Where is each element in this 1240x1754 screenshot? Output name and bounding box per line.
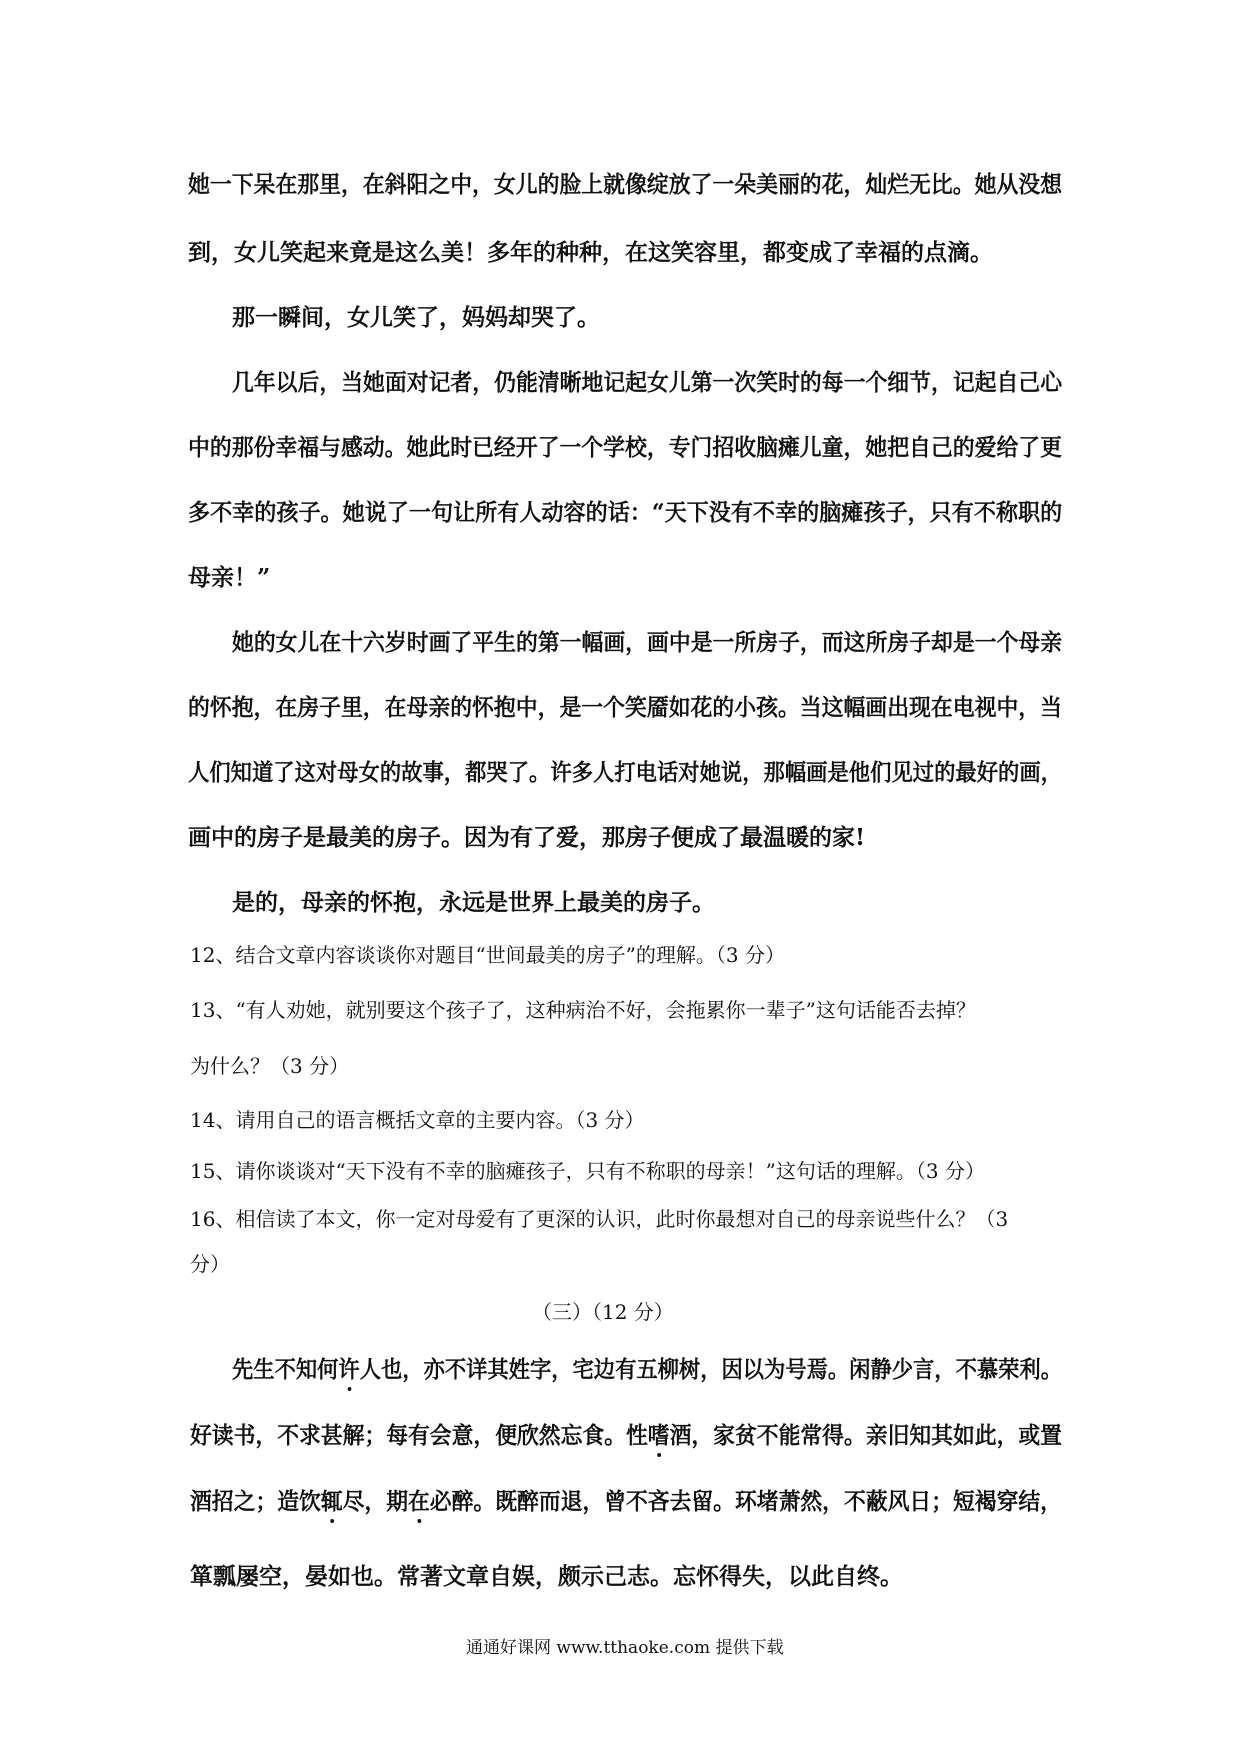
text-segment: 尽，期: [342, 1488, 408, 1515]
passage-line: 到，女儿笑起来竟是这么美！多年的种种，在这笑容里，都变成了幸福的点滴。: [188, 239, 993, 266]
passage-line: 的怀抱，在房子里，在母亲的怀抱中，是一个笑靥如花的小孩。当这幅画出现在电视中，当: [188, 694, 1062, 721]
passage-line: 那一瞬间，女儿笑了，妈妈却哭了。: [232, 304, 600, 331]
section-heading: （三）（12 分）: [532, 1300, 674, 1324]
passage-line: 画中的房子是最美的房子。因为有了爱，那房子便成了最温暖的家!: [188, 824, 866, 851]
question-16: 16、相信读了本文，你一定对母爱有了更深的认识，此时你最想对自己的母亲说些什么？（3: [190, 1207, 1009, 1231]
text-segment: 必醉。既醉而退，曾不吝去留。环堵萧然，不蔽风日；短褐穿结，: [429, 1488, 1062, 1515]
passage-line: 她一下呆在那里，在斜阳之中，女儿的脸上就像绽放了一朵美丽的花，灿烂无比。她从没想: [188, 171, 1062, 198]
passage-line: 人们知道了这对母女的故事，都哭了。许多人打电话对她说，那幅画是他们见过的最好的画，: [188, 759, 1062, 786]
text-segment: 酒招之；造饮: [190, 1488, 321, 1515]
classical-line-2: [190, 1424, 1062, 1447]
question-14: 14、请用自己的语言概括文章的主要内容。（3 分）: [190, 1108, 645, 1132]
classical-line-4: 箪瓢屡空，晏如也。常著文章自娱，颇示己志。忘怀得失，以此自终。: [190, 1563, 903, 1590]
text-segment: 人也，亦不详其姓字，宅边有五柳树，因以为号焉。闲静少言，不慕荣利。: [359, 1356, 1062, 1383]
emphasis-char: 在: [407, 1488, 430, 1515]
question-16-cont: 分）: [190, 1252, 230, 1276]
emphasis-char: 嗜: [647, 1422, 670, 1449]
classical-line-1: [232, 1358, 1062, 1381]
text-segment: 酒，家贫不能常得。亲旧知其如此，或置: [669, 1422, 1062, 1449]
passage-line: 几年以后，当她面对记者，仍能清晰地记起女儿第一次笑时的每一个细节，记起自己心: [232, 369, 1063, 396]
question-12: 12、结合文章内容谈谈你对题目“世间最美的房子”的理解。（3 分）: [190, 943, 785, 967]
passage-line: 多不幸的孩子。她说了一句让所有人动容的话：“天下没有不幸的脑瘫孩子，只有不称职的: [188, 499, 1063, 526]
passage-line: 母亲！”: [188, 564, 271, 591]
text-segment: 好读书，不求甚解；每有会意，便欣然忘食。性: [190, 1422, 648, 1449]
classical-line-3: [190, 1490, 1062, 1513]
question-15: 15、请你谈谈对“天下没有不幸的脑瘫孩子，只有不称职的母亲！”这句话的理解。（3 分）: [190, 1159, 985, 1183]
page-footer: 通通好课网 www.tthaoke.com 提供下载: [466, 1638, 784, 1658]
emphasis-char: 许: [338, 1356, 360, 1383]
passage-line: 中的那份幸福与感动。她此时已经开了一个学校，专门招收脑瘫儿童，她把自己的爱给了更: [188, 434, 1062, 461]
passage-line: 她的女儿在十六岁时画了平生的第一幅画，画中是一所房子，而这所房子却是一个母亲: [232, 629, 1063, 656]
text-segment: 先生不知何: [232, 1356, 339, 1383]
question-13-cont: 为什么？（3 分）: [190, 1054, 350, 1078]
passage-line: 是的，母亲的怀抱，永远是世界上最美的房子。: [232, 889, 715, 916]
emphasis-char: 辄: [320, 1488, 343, 1515]
question-13: 13、“有人劝她，就别要这个孩子了，这种病治不好，会拖累你一辈子”这句话能否去掉？: [190, 998, 976, 1022]
